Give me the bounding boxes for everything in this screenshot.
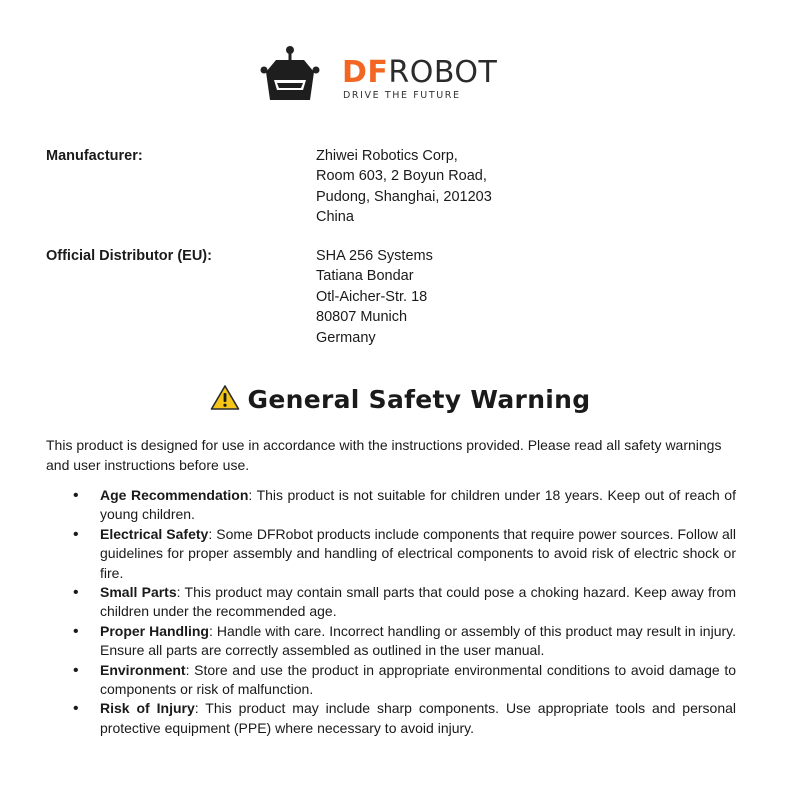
item-term: Age Recommendation bbox=[100, 487, 249, 503]
address-line: Room 603, 2 Boyun Road, bbox=[316, 168, 487, 185]
item-text: : This product may contain small parts that could pose a choking hazard. Keep away from children under the recommended age. bbox=[100, 584, 736, 620]
item-text: : Handle with care. Incorrect handling or assembly of this product may result in injury. Ensure all parts are correctly assembled as outlined in the user manual. bbox=[100, 622, 736, 659]
item-term: Risk of Injury bbox=[100, 700, 195, 717]
address-line: Tatiana Bondar bbox=[316, 268, 414, 285]
item-text: : This product is not suitable for children under 18 years. Keep out of reach of young children. bbox=[100, 487, 736, 523]
list-item: • Small Parts: This product may contain small parts that could pose a choking hazard. Keep away from children under the recommended age. bbox=[73, 584, 736, 620]
item-text: : This product may include sharp components. Use appropriate tools and personal protective equipment (PPE) where necessary to avoid injury. bbox=[100, 700, 736, 736]
distributor-address bbox=[316, 246, 433, 348]
safety-title: General Safety Warning bbox=[247, 385, 591, 414]
brand-tagline: DRIVE THE FUTURE bbox=[343, 90, 461, 101]
brand-name bbox=[342, 55, 498, 90]
brand-logo bbox=[258, 44, 518, 108]
item-text: : Store and use the product in appropriate environmental conditions to avoid damage to components or risk of malfunction. bbox=[100, 661, 736, 698]
brand-name-robot: ROBOT bbox=[388, 55, 498, 90]
address-line: 80807 Munich bbox=[316, 309, 408, 326]
robot-head-logo-icon bbox=[258, 44, 322, 108]
manufacturer-label: Manufacturer: bbox=[46, 148, 143, 164]
brand-name-df: DF bbox=[342, 55, 389, 90]
safety-heading bbox=[0, 384, 800, 414]
safety-list bbox=[46, 486, 736, 738]
list-item: • Risk of Injury: This product may include sharp components. Use appropriate tools and personal protective equipment (PPE) where necessary to avoid injury. bbox=[73, 700, 736, 736]
manufacturer-address bbox=[316, 146, 492, 228]
item-term: Environment bbox=[100, 661, 186, 678]
item-text: : Some DFRobot products include components that require power sources. Follow all guidelines for proper assembly and handling of electrical components to avoid risk of electric shock or fire. bbox=[100, 525, 736, 581]
address-line: Otl-Aicher-Str. 18 bbox=[316, 288, 428, 305]
address-line: SHA 256 Systems bbox=[316, 248, 433, 264]
safety-intro: This product is designed for use in accordance with the instructions provided. Please read all safety warnings and user instructions before use. bbox=[46, 437, 722, 473]
list-item: • Proper Handling: Handle with care. Incorrect handling or assembly of this product may result in injury. Ensure all parts are correctly assembled as outlined in the user manual. bbox=[73, 622, 736, 659]
address-line: China bbox=[316, 209, 354, 226]
list-item: • Environment: Store and use the product in appropriate environmental conditions to avoid damage to components or risk of malfunction. bbox=[73, 661, 736, 698]
address-line: Pudong, Shanghai, 201203 bbox=[316, 188, 492, 205]
item-term: Small Parts bbox=[100, 584, 177, 601]
address-line: Germany bbox=[316, 329, 376, 346]
item-term: Proper Handling bbox=[100, 622, 209, 639]
address-line: Zhiwei Robotics Corp, bbox=[316, 148, 458, 164]
item-term: Electrical Safety bbox=[100, 525, 209, 542]
list-item: • Electrical Safety: Some DFRobot products include components that require power sources. Follow all guidelines for proper assembly and handling of electrical components to avoid risk of electric shock or fire. bbox=[73, 525, 736, 581]
list-item: • Age Recommendation: This product is not suitable for children under 18 years. Keep out of reach of young children. bbox=[73, 487, 736, 523]
distributor-label: Official Distributor (EU): bbox=[46, 248, 212, 264]
warning-triangle-icon bbox=[210, 384, 240, 411]
